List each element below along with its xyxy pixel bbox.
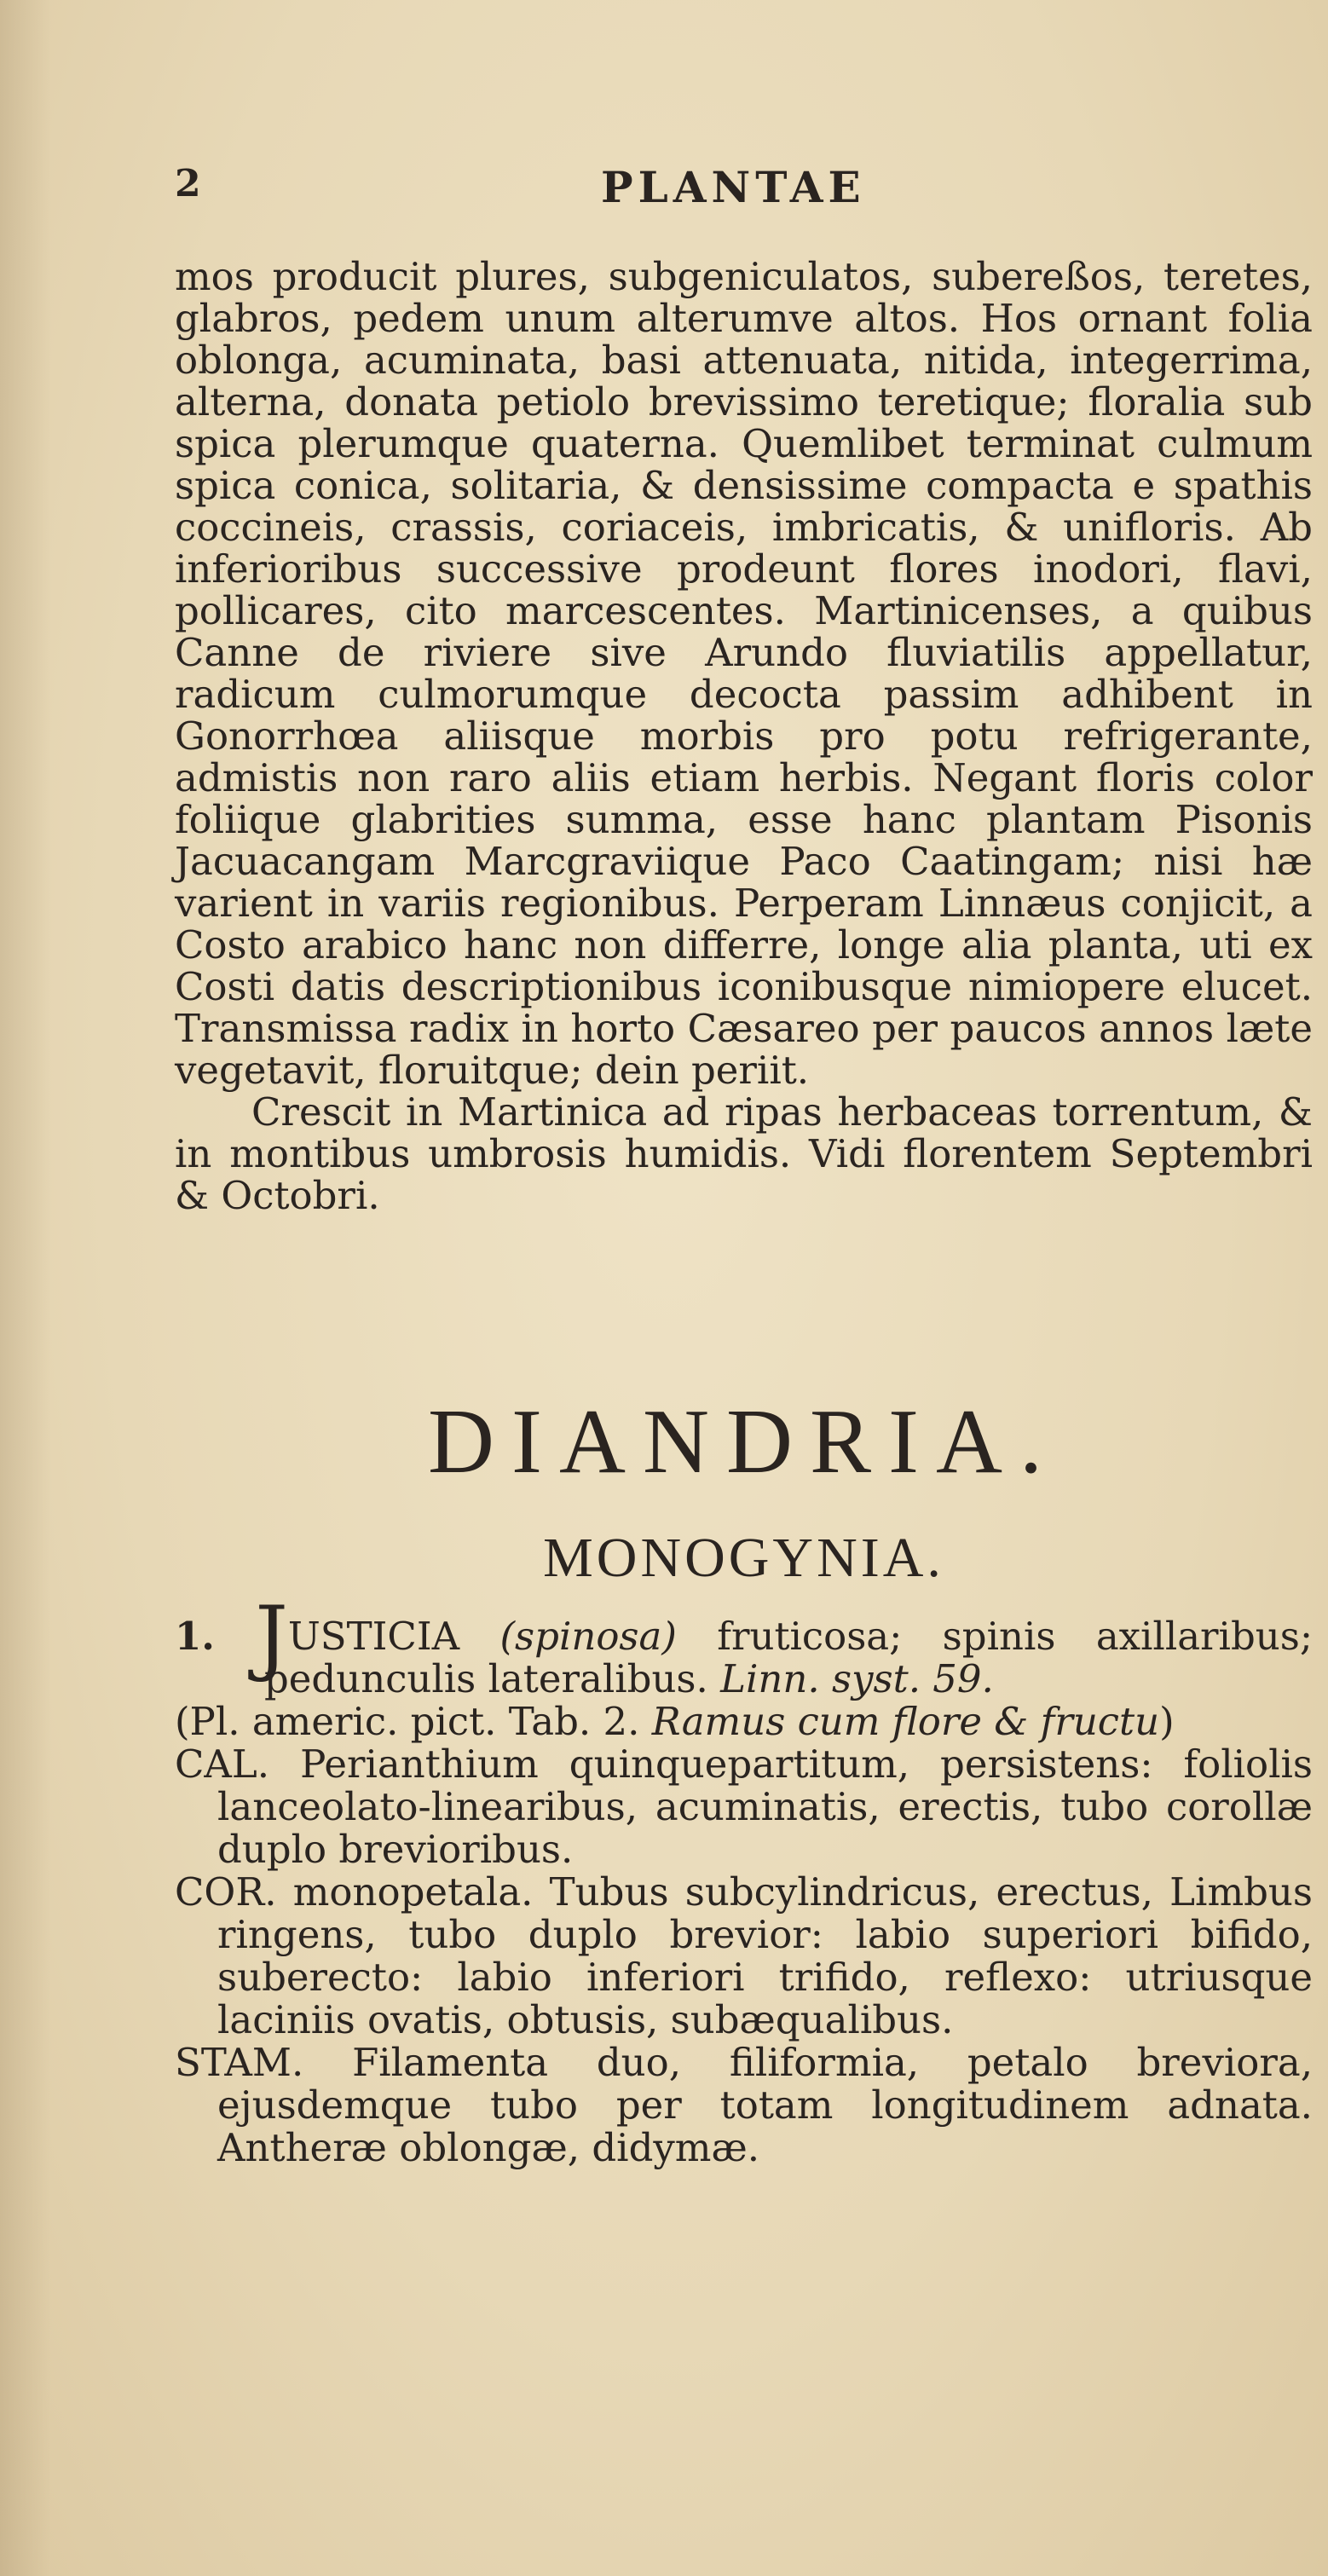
main-text bbox=[175, 256, 1313, 1216]
species-entry bbox=[175, 1589, 1313, 2170]
class-heading: DIANDRIA. bbox=[428, 1391, 1060, 1493]
genus-name: USTICIA bbox=[287, 1614, 460, 1659]
stamen-text: Filamenta duo, filiformia, petalo breviora, ejusdemque tubo per totam longitudinem adnata. Antheræ oblongæ, didymæ. bbox=[217, 2040, 1313, 2170]
paragraph-habitat: Crescit in Martinica ad ripas herbaceas torrentum, & in montibus umbrosis humidis. Vidi florentem Septembri & Octobri. bbox=[175, 1089, 1313, 1218]
page-number: 2 bbox=[175, 162, 201, 205]
paragraph-description: mos producit plures, subgeniculatos, subereßos, teretes, glabros, pedem unum alterumve altos. Hos ornant folia oblonga, acuminata, basi attenuata, nitida, integerrima, alterna, donata petiolo brevissimo teretique; floralia sub spica plerumque quaterna. Quemlibet terminat culmum spica conica, solitaria, & densissime compacta e spathis coccineis, crassis, coriaceis, imbricatis, & unifloris. Ab inferioribus successive prodeunt flores inodori, flavi, pollicares, cito marcescentes. Martinicenses, a quibus Canne de riviere sive Arundo fluviatilis appellatur, radicum culmorumque decocta passim adhibent in Gonorrhœa aliisque morbis pro potu refrigerante, admistis non raro aliis etiam herbis. Negant floris color foliique glabrities summa, esse hanc plantam Pisonis Jacuacangam Marcgraviique Paco Caatingam; nisi hæ varient in variis regionibus. Perperam Linnæus conjicit, a Costo arabico hanc non differre, longe alia planta, uti ex Costi datis descriptionibus iconibusque nimiopere elucet. Transmissa radix in horto Cæsareo per paucos annos læte vegetavit, floruitque; dein periit. bbox=[175, 254, 1313, 1093]
reference-work: syst. 59. bbox=[832, 1656, 994, 1701]
diagnosis: fruticosa; spinis axillaribus; pedunculis lateralibus. bbox=[264, 1614, 1313, 1701]
plate-reference bbox=[175, 1701, 1313, 1743]
corolla-label: COR. bbox=[175, 1869, 277, 1915]
calyx-label: CAL. bbox=[175, 1741, 270, 1787]
page-header bbox=[175, 162, 1317, 222]
running-head: PLANTAE bbox=[601, 162, 866, 212]
stamen-label: STAM. bbox=[175, 2040, 304, 2085]
entry-title bbox=[175, 1589, 1313, 1701]
entry-number: 1. bbox=[175, 1614, 215, 1659]
plate-suffix: ) bbox=[1159, 1699, 1175, 1744]
reference-author: Linn. bbox=[720, 1656, 820, 1701]
gutter-shadow bbox=[0, 0, 51, 2576]
corolla-description bbox=[175, 1871, 1313, 2042]
species-epithet: (spinosa) bbox=[499, 1614, 677, 1659]
stamen-description bbox=[175, 2042, 1313, 2169]
calyx-text: Perianthium quinquepartitum, persistens: foliolis lanceolato-linearibus, acuminatis, erectis, tubo corollæ duplo brevioribus. bbox=[217, 1741, 1313, 1872]
plate-prefix: (Pl. americ. pict. Tab. 2. bbox=[175, 1699, 640, 1744]
plate-caption: Ramus cum flore & fructu bbox=[651, 1699, 1160, 1744]
genus-drop-cap: J bbox=[255, 1589, 288, 1684]
order-heading: MONOGYNIA. bbox=[543, 1527, 944, 1589]
corolla-text: monopetala. Tubus subcylindricus, erectus, Limbus ringens, tubo duplo brevior: labio superiori bifido, suberecto: labio inferiori trifido, reflexo: utriusque laciniis ovatis, obtusis, subæqualibus. bbox=[217, 1869, 1313, 2042]
calyx-description bbox=[175, 1743, 1313, 1871]
